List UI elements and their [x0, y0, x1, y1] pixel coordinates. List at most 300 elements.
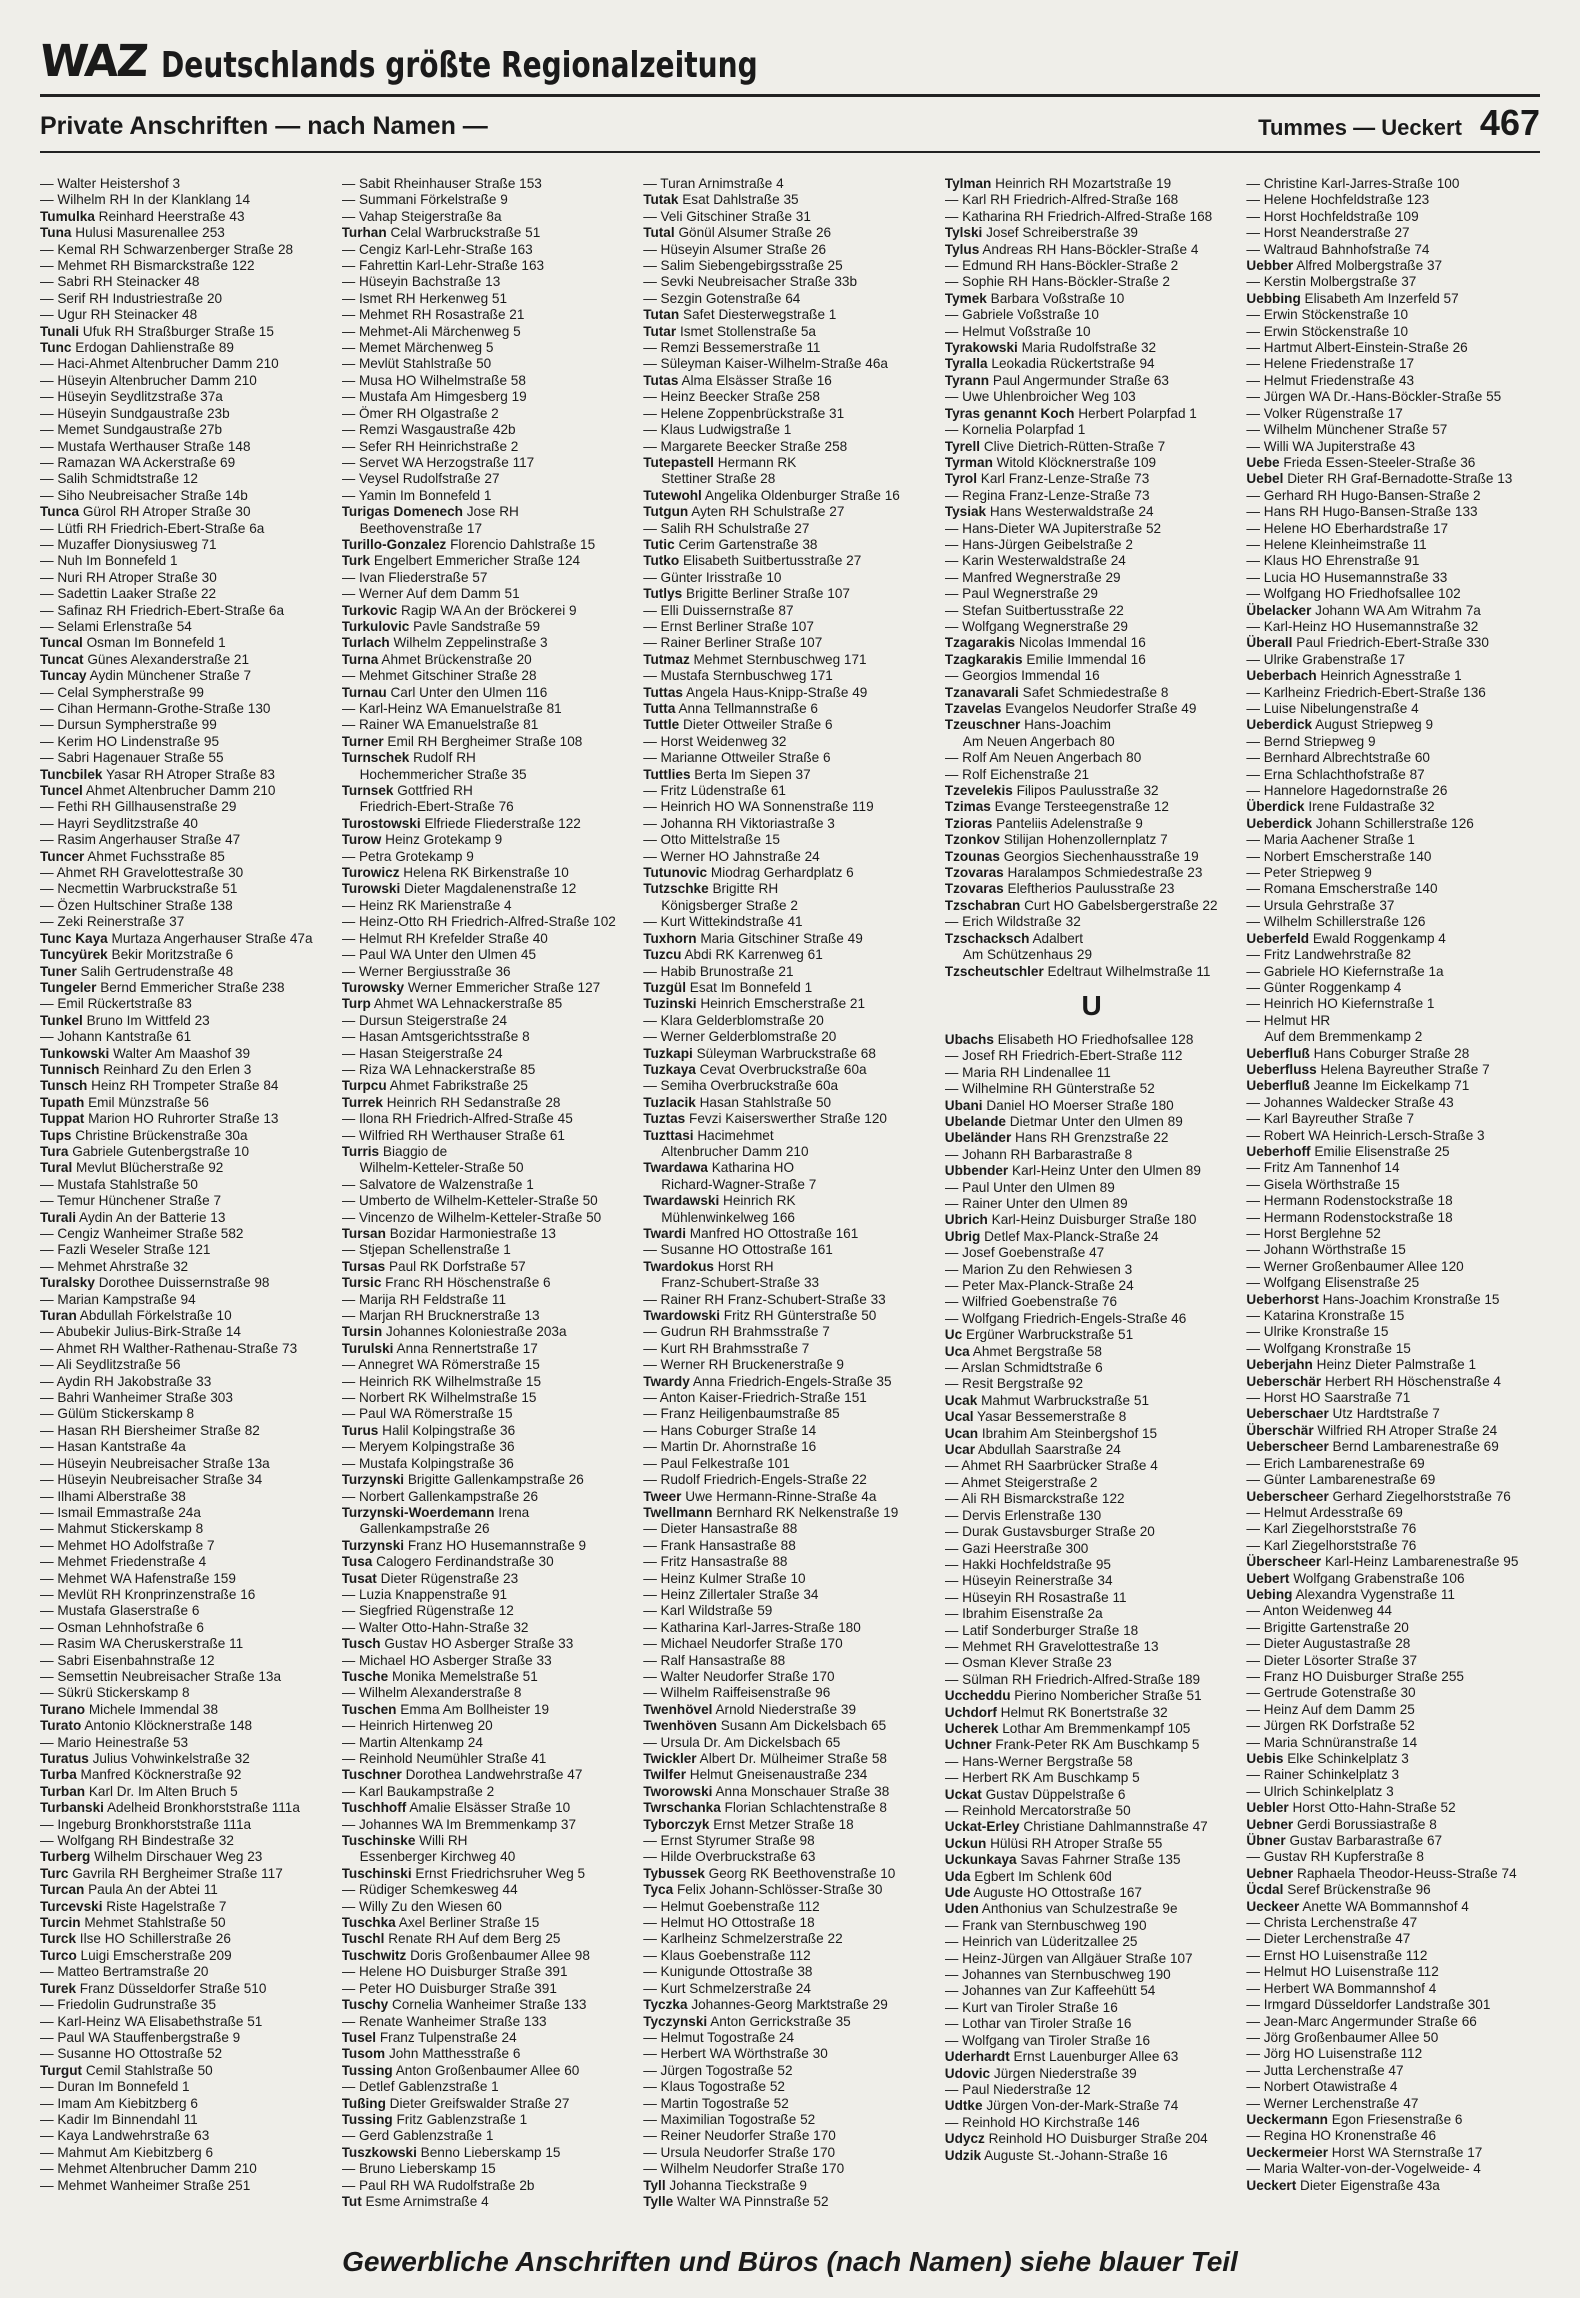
directory-entry: [945, 1311, 1239, 1327]
entry-surname: Überall: [1246, 635, 1293, 651]
entry-surname: Tymek: [944, 290, 987, 306]
directory-entry: [1246, 931, 1540, 947]
entry-details: — Helene Kleinheimstraße 11: [1246, 536, 1427, 552]
directory-entry: [643, 1866, 937, 1882]
directory-entry: [342, 1603, 636, 1619]
entry-details: — Ali Seydlitzstraße 56: [40, 1357, 181, 1373]
directory-entry: [40, 1931, 334, 1947]
entry-details: — Rainer WA Emanuelstraße 81: [341, 717, 539, 733]
directory-entry: [40, 1259, 334, 1275]
directory-entry: [40, 1603, 334, 1619]
directory-entry: [1246, 537, 1540, 553]
directory-entry: [40, 1997, 334, 2013]
directory-entry: [342, 2112, 636, 2128]
entry-details: Nicolas Immendal 16: [1018, 635, 1146, 651]
entry-details: — Hüseyin Altenbrucher Damm 210: [40, 372, 257, 388]
entry-surname: Tuszkowski: [341, 2144, 417, 2160]
directory-entry: [1246, 1817, 1540, 1833]
entry-details: Alfred Molbergstraße 37: [1296, 258, 1443, 274]
entry-details: Osman Im Bonnefeld 1: [86, 635, 226, 651]
entry-details: Franz HO Husemannstraße 9: [407, 1537, 587, 1553]
entry-details: — Rasim Angerhauser Straße 47: [40, 832, 241, 848]
directory-entry: [1246, 2063, 1540, 2079]
directory-entry: [1246, 1915, 1540, 1931]
entry-surname: Ueberscheer: [1246, 1439, 1329, 1455]
directory-entry: [40, 1817, 334, 1833]
directory-entry: [643, 2145, 937, 2161]
directory-entry: [945, 1688, 1239, 1704]
entry-details: — Ernst Styrumer Straße 98: [643, 1833, 815, 1849]
entry-details: — Ilhami Alberstraße 38: [40, 1488, 186, 1504]
directory-entry: [945, 1705, 1239, 1721]
directory-entry: [643, 570, 937, 586]
entry-details: — Hartmut Albert-Einstein-Straße 26: [1246, 340, 1468, 356]
entry-surname: Ubelande: [944, 1113, 1006, 1129]
directory-entry: [945, 1787, 1239, 1803]
entry-details: — Helene HO Eberhardstraße 17: [1246, 520, 1449, 536]
entry-details: Herbert RH Höschenstraße 4: [1324, 1373, 1501, 1389]
entry-details: Detlef Max-Planck-Straße 24: [984, 1228, 1159, 1244]
entry-details: Safet Schmiedestraße 8: [1022, 684, 1169, 700]
entry-details: Gabriele Gutenbergstraße 10: [72, 1143, 250, 1159]
entry-details: — Karl Baukampstraße 2: [341, 1783, 495, 1799]
directory-entry: [643, 1882, 937, 1898]
entry-surname: Ubbender: [944, 1163, 1009, 1179]
entry-details: Filipos Paulusstraße 32: [1016, 783, 1159, 799]
directory-entry: [342, 1981, 636, 1997]
directory-entry: [643, 914, 937, 930]
entry-details: — Dieter Lösorter Straße 37: [1246, 1652, 1418, 1668]
directory-entry: [643, 225, 937, 241]
directory-entry: [643, 242, 937, 258]
entry-details: Fevzi Kaiserswerther Straße 120: [689, 1111, 887, 1127]
directory-entry: [1246, 734, 1540, 750]
directory-entry: [945, 176, 1239, 192]
directory-entry: [40, 1505, 334, 1521]
entry-details: Ragip WA An der Bröckerei 9: [401, 602, 577, 618]
directory-entry: [342, 1259, 636, 1275]
directory-entry: [945, 2115, 1239, 2131]
directory-entry: [1246, 603, 1540, 619]
entry-details: — Hayri Seydlitzstraße 40: [40, 815, 198, 831]
directory-entry: [643, 2063, 937, 2079]
entry-surname: Tuzttasi: [643, 1127, 694, 1143]
directory-entry: [1246, 1800, 1540, 1816]
directory-entry: [342, 504, 636, 520]
directory-entry: [1246, 1981, 1540, 1997]
entry-details: Abdullah Saarstraße 24: [978, 1442, 1121, 1458]
entry-details: — Susanne HO Ottostraße 161: [643, 1242, 833, 1258]
entry-details: — Klaus Ludwigstraße 1: [643, 422, 792, 438]
directory-entry: [643, 521, 937, 537]
directory-entry: [945, 2082, 1239, 2098]
directory-entry: [643, 1160, 937, 1176]
entry-details: — Siegfried Rügenstraße 12: [341, 1603, 514, 1619]
entry-details: Gallenkampstraße 26: [359, 1521, 490, 1537]
directory-entry: [40, 603, 334, 619]
directory-entry: [1246, 1653, 1540, 1669]
directory-entry: [643, 2128, 937, 2144]
entry-details: Ahmet WA Lehnackerstraße 85: [373, 996, 563, 1012]
entry-details: — Ahmet RH Saarbrücker Straße 4: [944, 1458, 1158, 1474]
directory-entry: [945, 1032, 1239, 1048]
entry-details: — Romana Emscherstraße 140: [1246, 881, 1438, 897]
entry-details: Ismet Stollenstraße 5a: [679, 323, 816, 339]
entry-details: — Regina HO Kronenstraße 46: [1246, 2128, 1437, 2144]
entry-details: — Hüseyin Bachstraße 13: [341, 274, 501, 290]
directory-entry: [643, 1259, 937, 1275]
directory-entry: [1246, 406, 1540, 422]
entry-details: — Ernst HO Luisenstraße 112: [1246, 1947, 1428, 1963]
entry-details: — Jean-Marc Angermunder Straße 66: [1246, 2013, 1477, 2029]
directory-entry: [342, 881, 636, 897]
entry-details: — Erwin Stöckenstraße 10: [1246, 323, 1409, 339]
directory-entry: [945, 1442, 1239, 1458]
entry-details: Marion HO Ruhrorter Straße 13: [88, 1111, 279, 1127]
entry-details: Bernhard RK Nelkenstraße 19: [716, 1504, 899, 1520]
directory-entry: [643, 1193, 937, 1209]
entry-surname: Ucan: [944, 1425, 979, 1441]
entry-details: Renate RH Auf dem Berg 25: [388, 1931, 561, 1947]
directory-entry: [945, 635, 1239, 651]
directory-entry: [643, 1078, 937, 1094]
entry-details: — Mahmut Stickerskamp 8: [40, 1521, 204, 1537]
directory-entry: [1246, 455, 1540, 471]
directory-entry: [40, 1849, 334, 1865]
entry-details: — Rolf Am Neuen Angerbach 80: [944, 750, 1142, 766]
entry-details: — Mehmet Wanheimer Straße 251: [40, 2177, 251, 2193]
entry-details: — Horst HO Saarstraße 71: [1246, 1390, 1411, 1406]
directory-entry: [342, 1095, 636, 1111]
directory-entry: [643, 619, 937, 635]
directory-entry: [40, 865, 334, 881]
entry-details: — Cengiz Karl-Lehr-Straße 163: [341, 241, 533, 257]
entry-surname: Tylle: [643, 2193, 674, 2209]
entry-details: — Ramazan WA Ackerstraße 69: [40, 454, 236, 470]
page-range-block: [1258, 102, 1540, 143]
directory-entry: [40, 1210, 334, 1226]
entry-surname: Uebert: [1246, 1570, 1290, 1586]
entry-details: — Günter Lambarenestraße 69: [1246, 1472, 1436, 1488]
entry-details: Hermann RK: [717, 454, 797, 470]
directory-entry: [1246, 1144, 1540, 1160]
entry-details: Hans-Joachim: [1024, 717, 1111, 733]
directory-entry: [1246, 1259, 1540, 1275]
directory-entry: [40, 717, 334, 733]
entry-surname: Ueckermann: [1246, 2111, 1328, 2127]
entry-details: — Annegret WA Römerstraße 15: [341, 1357, 540, 1373]
directory-entry: [40, 488, 334, 504]
directory-entry: [342, 176, 636, 192]
directory-entry: [342, 1046, 636, 1062]
directory-entry: [40, 1882, 334, 1898]
entry-details: — Hasan RH Biersheimer Straße 82: [40, 1422, 260, 1438]
entry-details: — Karlheinz Friedrich-Ebert-Straße 136: [1246, 684, 1486, 700]
entry-details: — Elli Duissernstraße 87: [643, 602, 794, 618]
entry-details: — Arslan Schmidtstraße 6: [944, 1360, 1103, 1376]
entry-details: — Heinz RK Marienstraße 4: [341, 897, 512, 913]
directory-entry: [1246, 1521, 1540, 1537]
directory-entry: [643, 652, 937, 668]
directory-entry: [1246, 2161, 1540, 2177]
entry-details: Dieter Ottweiler Straße 6: [682, 717, 833, 733]
directory-column-2: [342, 176, 636, 2216]
directory-entry: [342, 471, 636, 487]
entry-details: John Matthesstraße 6: [388, 2046, 521, 2062]
entry-details: Celal Warbruckstraße 51: [390, 225, 541, 241]
entry-details: Stilijan Hohenzollernplatz 7: [1003, 832, 1168, 848]
directory-entry: [1246, 1685, 1540, 1701]
name-range: Tummes — Ueckert: [1258, 115, 1462, 140]
entry-surname: Uckat: [944, 1786, 982, 1802]
entry-details: — Werner Bergiusstraße 36: [341, 963, 511, 979]
entry-details: — Heinrich RK Wilhelmstraße 15: [341, 1373, 542, 1389]
directory-entry: [40, 734, 334, 750]
entry-details: Altenbrucher Damm 210: [661, 1143, 809, 1159]
entry-details: — Haci-Ahmet Altenbrucher Damm 210: [40, 356, 279, 372]
directory-entry: [945, 1819, 1239, 1835]
entry-details: Hasan Stahlstraße 50: [699, 1094, 832, 1110]
directory-entry: [643, 947, 937, 963]
entry-details: — Jürgen RK Dorfstraße 52: [1246, 1718, 1415, 1734]
entry-details: — Luise Nibelungenstraße 4: [1246, 701, 1419, 716]
entry-details: Richard-Wagner-Straße 7: [661, 1176, 817, 1192]
entry-details: — Heinrich Hirtenweg 20: [341, 1718, 493, 1734]
directory-entry: [945, 373, 1239, 389]
entry-surname: Tuzinski: [643, 996, 697, 1012]
directory-entry: [1246, 471, 1540, 487]
entry-details: — Karl Ziegelhorststraße 76: [1246, 1537, 1417, 1553]
entry-details: Josef Schreiberstraße 39: [986, 225, 1138, 241]
directory-entry: [643, 1521, 937, 1537]
directory-entry: [40, 619, 334, 635]
entry-details: — Uwe Uhlenbroicher Weg 103: [944, 389, 1136, 405]
entry-surname: Ueberfeld: [1246, 930, 1310, 946]
entry-surname: Turhan: [341, 225, 387, 241]
directory-entry: [1246, 291, 1540, 307]
entry-details: — Dieter Augustastraße 28: [1246, 1636, 1411, 1652]
entry-details: Ernst Metzer Straße 18: [713, 1816, 854, 1832]
directory-entry: [342, 1062, 636, 1078]
entry-details: — Maria Schnüranstraße 14: [1246, 1734, 1418, 1750]
entry-details: — Erna Schlachthofstraße 87: [1246, 766, 1425, 782]
entry-surname: Turato: [40, 1718, 82, 1734]
entry-details: Mevlut Blücherstraße 92: [76, 1160, 224, 1176]
entry-surname: Turowicz: [341, 865, 400, 881]
directory-column-3: [643, 176, 937, 2216]
entry-surname: Turcevski: [40, 1898, 103, 1914]
directory-entry: [342, 1620, 636, 1636]
entry-details: Helmut RK Bonertstraße 32: [1000, 1704, 1168, 1720]
directory-entry: [342, 619, 636, 635]
entry-details: Daniel HO Moerser Straße 180: [986, 1097, 1174, 1113]
entry-surname: Tunkowski: [40, 1045, 110, 1061]
entry-surname: Ucak: [944, 1392, 978, 1408]
entry-details: — Memet Sundgaustraße 27b: [40, 422, 223, 438]
directory-entry: [40, 635, 334, 651]
directory-entry: [40, 767, 334, 783]
entry-details: Rudolf RH: [413, 750, 476, 766]
entry-surname: Turban: [40, 1783, 86, 1799]
directory-entry: [643, 274, 937, 290]
directory-entry: [342, 652, 636, 668]
directory-entry: [1246, 799, 1540, 815]
directory-entry: [643, 1817, 937, 1833]
entry-details: — Remzi Wasgaustraße 42b: [341, 422, 516, 438]
entry-details: — Paul RH WA Rudolfstraße 2b: [341, 2177, 535, 2193]
directory-entry: [342, 1685, 636, 1701]
directory-entry: [1246, 2030, 1540, 2046]
entry-details: Salih Gertrudenstraße 48: [80, 963, 234, 979]
directory-entry: [643, 635, 937, 651]
entry-surname: Turna: [341, 651, 379, 667]
entry-details: — Mahmut Am Kiebitzberg 6: [40, 2144, 214, 2160]
directory-entry: [40, 209, 334, 225]
entry-surname: Tuppat: [40, 1111, 85, 1127]
directory-entry: [945, 1737, 1239, 1753]
header-divider: [40, 94, 1540, 97]
entry-details: — Ulrike Kronstraße 15: [1246, 1324, 1389, 1340]
directory-entry: [1246, 356, 1540, 372]
directory-entry: [1246, 1210, 1540, 1226]
entry-details: — Helene Hochfeldstraße 123: [1246, 192, 1430, 208]
entry-surname: Tuschner: [341, 1767, 402, 1783]
directory-entry: [40, 980, 334, 996]
entry-details: Pavle Sandstraße 59: [413, 618, 541, 634]
directory-entry: [643, 1062, 937, 1078]
directory-entry: [1246, 521, 1540, 537]
directory-entry: [342, 799, 636, 815]
entry-details: — Sefer RH Heinrichstraße 2: [341, 438, 519, 454]
entry-details: Hans RH Grenzstraße 22: [1015, 1130, 1169, 1146]
entry-details: — Johannes WA Im Bremmenkamp 37: [341, 1816, 577, 1832]
directory-entry: [1246, 570, 1540, 586]
directory-entry: [40, 1111, 334, 1127]
section-title: Private Anschriften — nach Namen —: [40, 112, 488, 140]
directory-entry: [342, 1406, 636, 1422]
entry-surname: Tzovaras: [944, 865, 1004, 881]
directory-columns: [40, 176, 1540, 2216]
entry-details: — Safinaz RH Friedrich-Ebert-Straße 6a: [40, 602, 285, 618]
entry-details: — Gerhard RH Hugo-Bansen-Straße 2: [1246, 487, 1481, 503]
entry-details: Ayten RH Schulstraße 27: [691, 504, 845, 520]
directory-entry: [1246, 1308, 1540, 1324]
entry-details: — Detlef Gablenzstraße 1: [341, 2079, 499, 2095]
entry-details: Süleyman Warbruckstraße 68: [696, 1045, 876, 1061]
directory-entry: [40, 422, 334, 438]
directory-entry: [1246, 1341, 1540, 1357]
entry-surname: Ueberhoff: [1246, 1143, 1311, 1159]
entry-details: Heinz Grotekamp 9: [385, 832, 503, 848]
entry-details: — Özen Hultschiner Straße 138: [40, 897, 233, 913]
entry-details: Anna Tellmannstraße 6: [678, 701, 818, 716]
entry-surname: Turcin: [40, 1915, 81, 1931]
directory-entry: [643, 799, 937, 815]
directory-entry: [1246, 176, 1540, 192]
entry-details: Christine Brückenstraße 30a: [75, 1127, 248, 1143]
directory-entry: [945, 1836, 1239, 1852]
entry-details: Ergüner Warbruckstraße 51: [965, 1327, 1134, 1343]
entry-surname: Tumulka: [40, 208, 95, 224]
directory-entry: [643, 176, 937, 192]
directory-entry: [945, 1672, 1239, 1688]
directory-entry: [643, 1128, 937, 1144]
directory-entry: [643, 291, 937, 307]
entry-surname: Turali: [40, 1209, 77, 1225]
entry-details: — Dursun Steigerstraße 24: [341, 1012, 508, 1028]
entry-details: — Paul WA Unter den Ulmen 45: [341, 947, 537, 963]
directory-entry: [342, 1538, 636, 1554]
entry-details: Abdi RK Karrenweg 61: [684, 947, 823, 963]
entry-surname: Turlach: [341, 635, 390, 651]
directory-entry: [342, 603, 636, 619]
entry-details: — Werner Großenbaumer Allee 120: [1246, 1258, 1464, 1274]
entry-details: Elfriede Fliederstraße 122: [424, 815, 581, 831]
entry-surname: Ubrig: [944, 1228, 981, 1244]
entry-surname: Ueberfluss: [1246, 1061, 1317, 1077]
directory-entry: [1246, 635, 1540, 651]
entry-details: — Hüseyin Alsumer Straße 26: [643, 241, 827, 257]
entry-details: — Paul WA Stauffenbergstraße 9: [40, 2029, 241, 2045]
entry-details: Susann Am Dickelsbach 65: [720, 1718, 887, 1734]
directory-entry: [1246, 701, 1540, 717]
directory-entry: [945, 553, 1239, 569]
entry-details: — Helmut Ardesstraße 69: [1246, 1504, 1403, 1520]
entry-details: Königsberger Straße 2: [661, 897, 798, 913]
directory-entry: [945, 1262, 1239, 1278]
entry-details: — Peter Max-Planck-Straße 24: [944, 1278, 1134, 1293]
directory-entry: [1246, 832, 1540, 848]
directory-entry: [945, 1491, 1239, 1507]
entry-details: — Yamin Im Bonnefeld 1: [341, 487, 492, 503]
entry-details: — Norbert Emscherstraße 140: [1246, 848, 1432, 864]
entry-details: — Herbert RK Am Buschkamp 5: [944, 1770, 1140, 1786]
entry-surname: Tupath: [40, 1094, 85, 1110]
directory-entry: [1246, 2046, 1540, 2062]
entry-details: Ahmet Fuchsstraße 85: [87, 848, 225, 864]
entry-details: — Rainer Schinkelplatz 3: [1246, 1767, 1399, 1783]
directory-entry: [342, 2194, 636, 2210]
entry-details: Essenberger Kirchweg 40: [359, 1849, 516, 1865]
directory-entry: [40, 1472, 334, 1488]
directory-entry: [1246, 849, 1540, 865]
entry-details: Dieter Magdalenenstraße 12: [404, 881, 577, 897]
entry-details: Johann Schillerstraße 126: [1315, 815, 1474, 831]
entry-surname: Ucherek: [944, 1720, 999, 1736]
entry-surname: Twardy: [643, 1373, 690, 1389]
entry-details: — Walter Heistershof 3: [40, 176, 181, 191]
directory-entry: [40, 1800, 334, 1816]
directory-entry: [945, 258, 1239, 274]
entry-details: — Regina Franz-Lenze-Straße 73: [944, 487, 1150, 503]
entry-details: Cemil Stahlstraße 50: [85, 2062, 213, 2078]
entry-details: — Josef Goebenstraße 47: [944, 1245, 1105, 1261]
entry-details: — Mario Heinestraße 53: [40, 1734, 189, 1750]
directory-entry: [945, 1606, 1239, 1622]
directory-entry: [643, 2014, 937, 2030]
entry-details: — Wolfgang Wegnerstraße 29: [944, 618, 1128, 634]
directory-entry: [945, 668, 1239, 684]
entry-details: Egon Friesenstraße 6: [1331, 2111, 1463, 2127]
entry-details: — Horst Hochfeldstraße 109: [1246, 208, 1419, 224]
entry-details: Franz-Schubert-Straße 33: [661, 1275, 820, 1291]
entry-details: — Ahmet RH Gravelottestraße 30: [40, 865, 244, 881]
entry-details: — Mehmet Ahrstraße 32: [40, 1258, 189, 1274]
directory-entry: [342, 1128, 636, 1144]
directory-entry: [40, 1324, 334, 1340]
directory-entry: [1246, 1046, 1540, 1062]
directory-entry: [643, 406, 937, 422]
